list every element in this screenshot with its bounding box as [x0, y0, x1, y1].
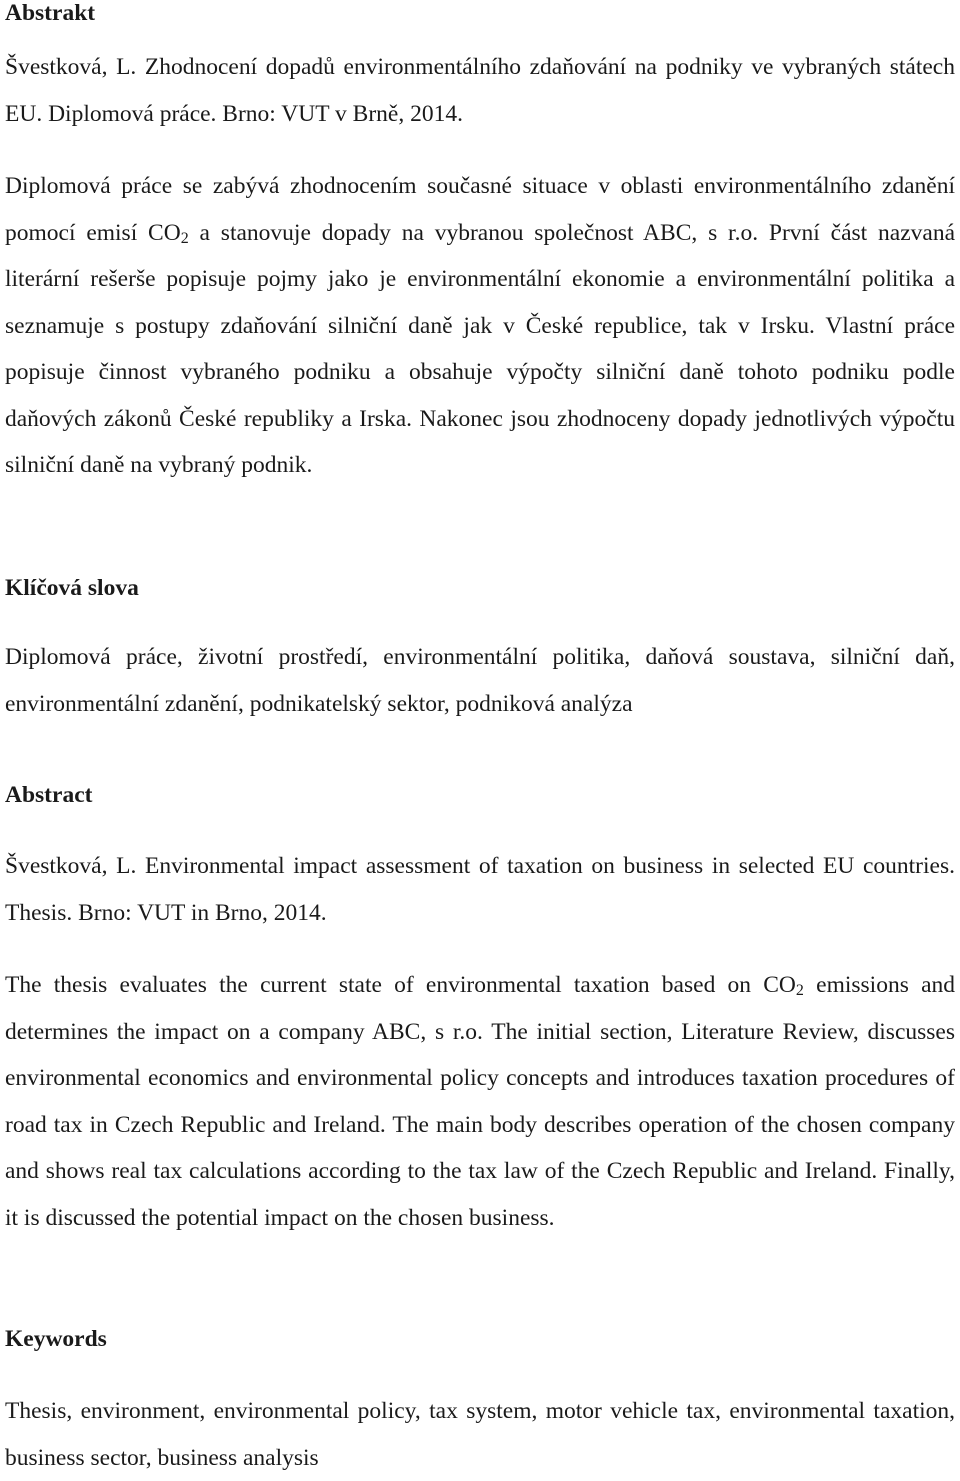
english-co2-subscript: 2 [795, 982, 804, 999]
czech-body-part1: Diplomová práce se zabývá zhodnocením současné situace v oblasti environmentálního zdanění pomocí emisí CO [5, 173, 955, 246]
abstrakt-heading: Abstrakt [5, 0, 96, 26]
english-body-part2: emissions and determines the impact on a company ABC, s r.o. The initial section, Literature Review, discusses environmental economics and environmental policy concepts and introduces taxation procedures of road tax in Czech Republic and Ireland. The main body describes operation of the chosen company and shows real tax calculations according to the tax law of the Czech Republic and Ireland. Finally, it is discussed the potential impact on the chosen business. [5, 972, 956, 1231]
english-citation: Švestková, L. Environmental impact assessment of taxation on business in selected EU countries. Thesis. Brno: VUT in Brno, 2014. [5, 853, 955, 926]
english-body-part1: The thesis evaluates the current state of environmental taxation based on CO [5, 972, 796, 998]
abstract-heading: Abstract [5, 782, 93, 808]
english-abstract-body [5, 962, 955, 1241]
czech-keywords: Diplomová práce, životní prostředí, environmentální politika, daňová soustava, silniční daň, environmentální zdanění, podnikatelský sektor, podniková analýza [5, 644, 955, 717]
keywords-heading: Keywords [5, 1326, 107, 1352]
klicova-slova-heading: Klíčová slova [5, 575, 139, 601]
czech-body-part2: a stanovuje dopady na vybranou společnost ABC, s r.o. První část nazvaná literární rešerše popisuje pojmy jako je environmentální ekonomie a environmentální politika a seznamuje s postupy zdaňování silniční daně jak v České republice, tak v Irsku. Vlastní práce popisuje činnost vybraného podniku a obsahuje výpočty silniční daně tohoto podniku podle daňových zákonů České republiky a Irska. Nakonec jsou zhodnoceny dopady jednotlivých výpočtu silniční daně na vybraný podnik. [5, 219, 956, 478]
czech-abstract-body [5, 163, 955, 489]
czech-citation: Švestková, L. Zhodnocení dopadů environmentálního zdaňování na podniky ve vybraných státech EU. Diplomová práce. Brno: VUT v Brně, 2014. [5, 54, 955, 127]
czech-co2-subscript: 2 [180, 229, 189, 247]
english-keywords: Thesis, environment, environmental policy, tax system, motor vehicle tax, environmental taxation, business sector, business analysis [5, 1398, 955, 1471]
